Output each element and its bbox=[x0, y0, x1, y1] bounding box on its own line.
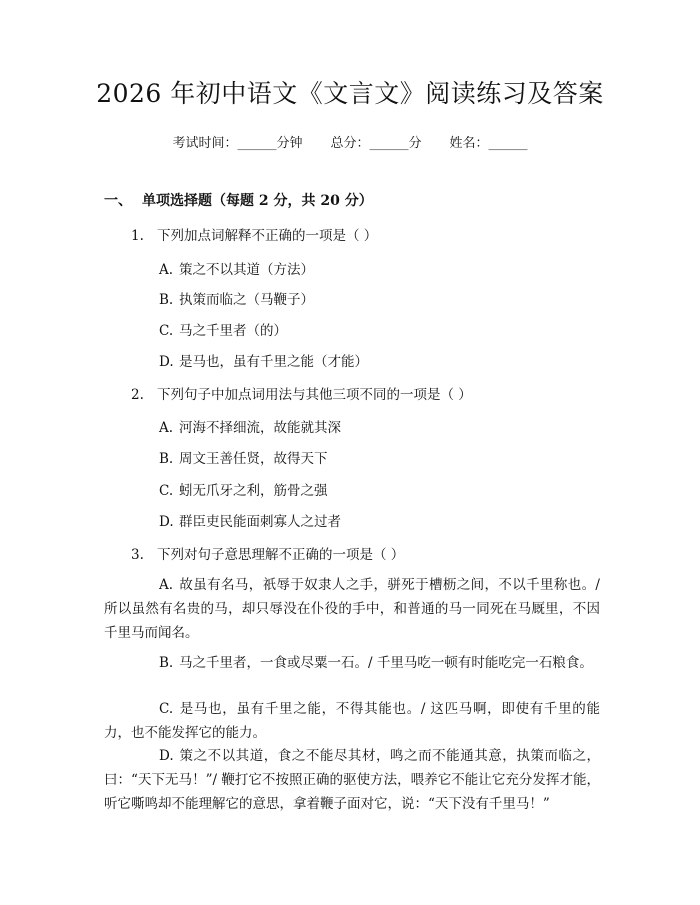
exam-info-line bbox=[0, 132, 700, 151]
answer-option bbox=[159, 479, 328, 499]
section-number: 一、 bbox=[104, 193, 132, 209]
answer-option bbox=[159, 319, 287, 339]
option-text: 河海不择细流，故能就其深 bbox=[179, 420, 341, 436]
option-letter: D. bbox=[159, 514, 174, 530]
section-heading bbox=[104, 190, 373, 210]
option-letter: A. bbox=[159, 577, 174, 593]
answer-option bbox=[104, 573, 600, 645]
option-text: 马之千里者（的） bbox=[179, 323, 287, 339]
answer-option bbox=[104, 697, 600, 745]
question-stem bbox=[131, 224, 377, 244]
option-letter: B. bbox=[159, 451, 174, 467]
question-text: 下列句子中加点词用法与其他三项不同的一项是（ ） bbox=[157, 387, 472, 403]
question-stem bbox=[131, 543, 404, 563]
option-text: 周文王善任贤，故得天下 bbox=[179, 451, 328, 467]
option-letter: B. bbox=[159, 292, 174, 308]
student-name-field: 姓名：______ bbox=[449, 136, 528, 151]
option-text: 策之不以其道（方法） bbox=[179, 262, 314, 278]
option-text: 群臣吏民能面刺寡人之过者 bbox=[179, 514, 341, 530]
question-number: 2. bbox=[131, 387, 144, 403]
option-letter: A. bbox=[159, 262, 174, 278]
answer-option bbox=[159, 447, 328, 467]
question-text: 下列对句子意思理解不正确的一项是（ ） bbox=[157, 547, 405, 563]
option-text: 故虽有名马，祇辱于奴隶人之手，骈死于槽枥之间，不以千里称也。/ 所以虽然有名贵的马，却只辱没在仆役的手中，和普通的马一同死在马厩里，不因千里马而闻名。 bbox=[104, 577, 600, 641]
question-number: 3. bbox=[131, 547, 144, 563]
option-letter: C. bbox=[159, 323, 174, 339]
question-text: 下列加点词解释不正确的一项是（ ） bbox=[157, 228, 378, 244]
option-letter: C. bbox=[159, 483, 174, 499]
answer-option bbox=[104, 651, 600, 675]
answer-option bbox=[159, 416, 341, 436]
answer-option bbox=[159, 350, 368, 370]
option-letter: B. bbox=[159, 655, 174, 671]
answer-option bbox=[159, 288, 314, 308]
option-text: 马之千里者，一食或尽粟一石。/ 千里马吃一顿有时能吃完一石粮食。 bbox=[179, 655, 593, 671]
option-text: 是马也，虽有千里之能，不得其能也。/ 这匹马啊，即使有千里的能力，也不能发挥它的能力。 bbox=[104, 701, 600, 741]
option-text: 蚓无爪牙之利，筋骨之强 bbox=[179, 483, 328, 499]
option-letter: C. bbox=[159, 701, 174, 717]
question-number: 1. bbox=[131, 228, 144, 244]
option-letter: D. bbox=[159, 354, 174, 370]
answer-option bbox=[159, 510, 341, 530]
option-letter: D. bbox=[159, 748, 174, 764]
answer-option bbox=[159, 258, 314, 278]
option-text: 执策而临之（马鞭子） bbox=[179, 292, 314, 308]
exam-time-field: 考试时间：______分钟 bbox=[172, 136, 303, 151]
section-label: 单项选择题（每题 2 分，共 20 分） bbox=[142, 193, 373, 209]
total-score-field: 总分：______分 bbox=[330, 136, 422, 151]
option-text: 策之不以其道，食之不能尽其材，鸣之而不能通其意，执策而临之，曰：“天下无马！”/ 鞭打它不按照正确的驱使方法，喂养它不能让它充分发挥才能，听它嘶鸣却不能理解它的意思，拿着鞭子面对它，说：“天下没有千里马！” bbox=[104, 748, 600, 812]
option-letter: A. bbox=[159, 420, 174, 436]
page-title: 2026 年初中语文《文言文》阅读练习及答案 bbox=[96, 79, 604, 108]
question-stem bbox=[131, 383, 472, 403]
option-text: 是马也，虽有千里之能（才能） bbox=[179, 354, 368, 370]
answer-option bbox=[104, 744, 600, 816]
